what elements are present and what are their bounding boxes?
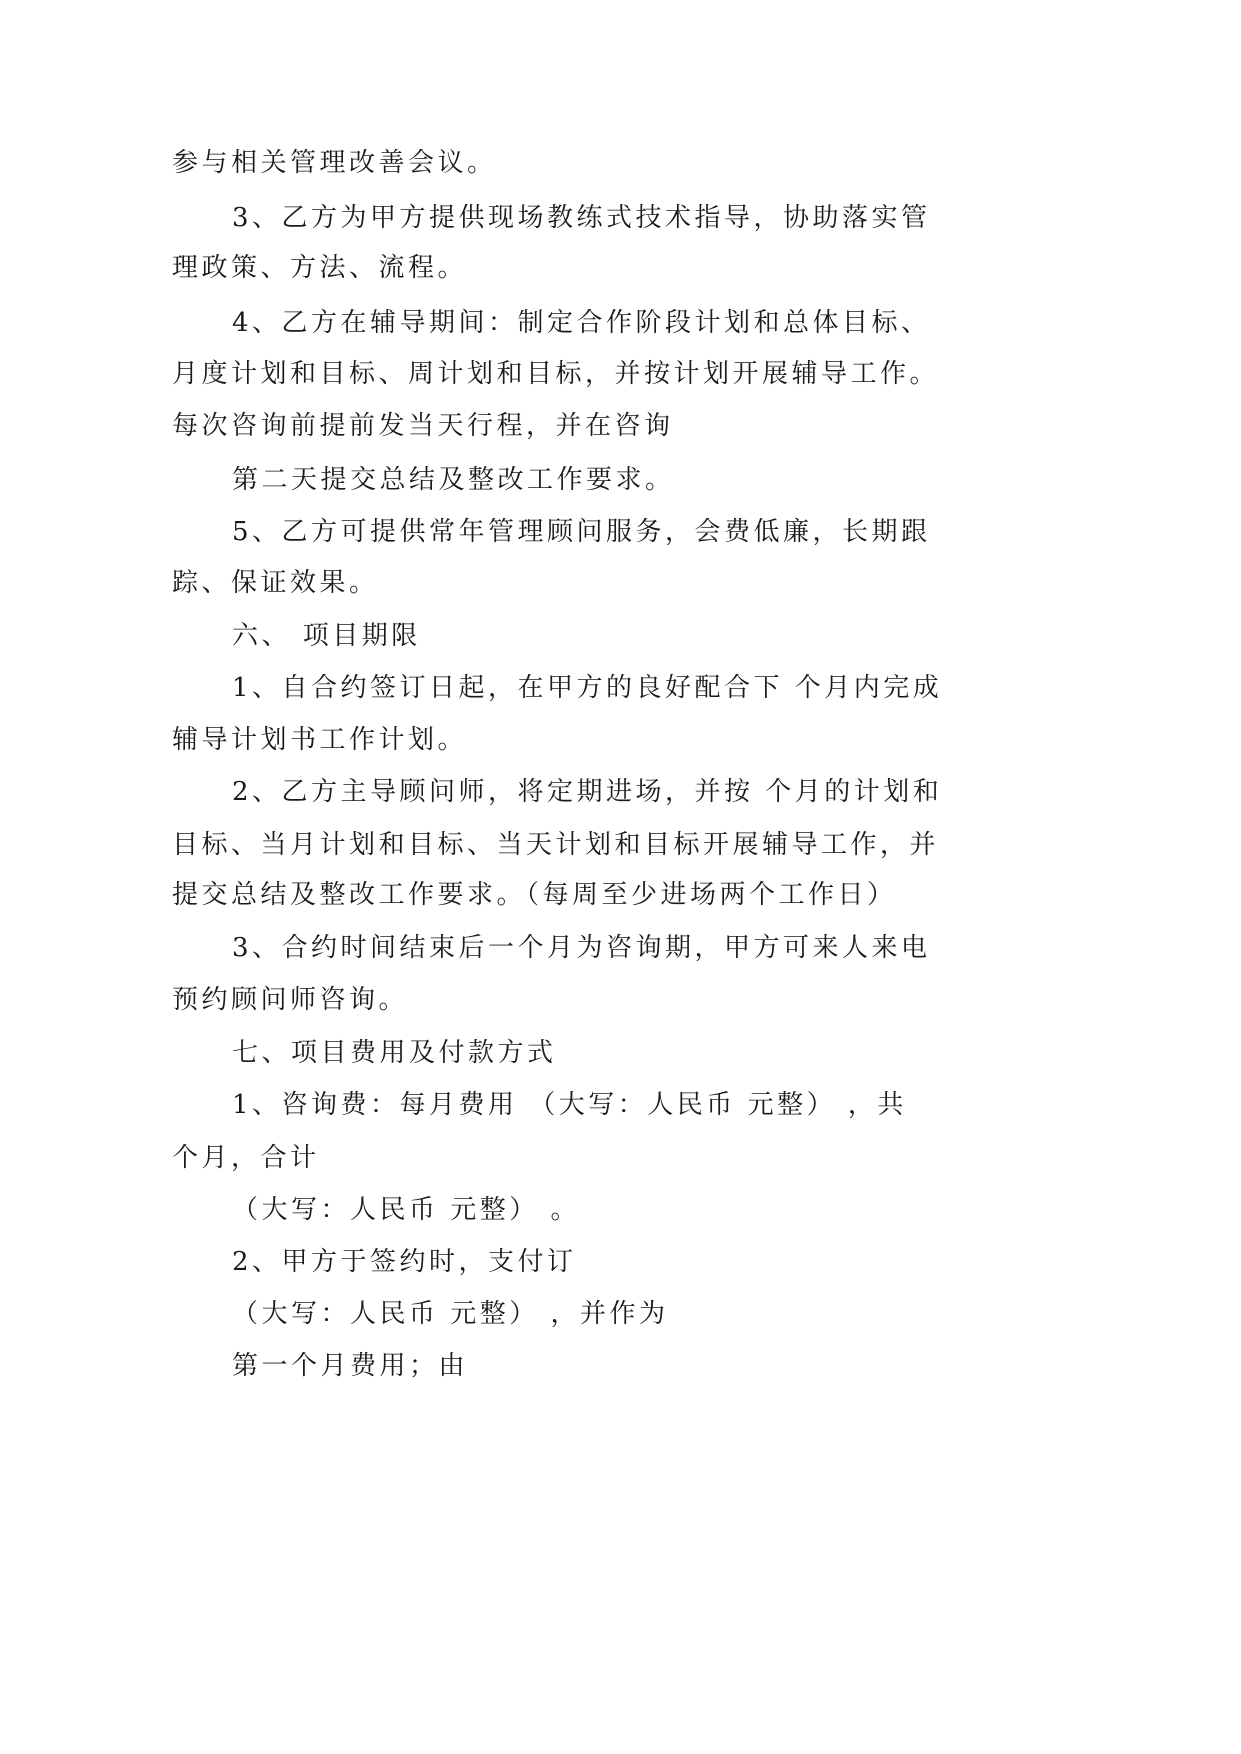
text-line: 参与相关管理改善会议。 [172, 148, 497, 178]
text-line: 辅导计划书工作计划。 [172, 725, 468, 755]
text-line: 1、自合约签订日起，在甲方的良好配合下 个月内完成 [232, 673, 943, 703]
text-line: 个月，合计 [172, 1143, 320, 1173]
text-line: 提交总结及整改工作要求。（每周至少进场两个工作日） [172, 880, 897, 910]
text-line: 2、乙方主导顾问师，将定期进场，并按 个月的计划和 [232, 777, 943, 807]
section-heading: 七、项目费用及付款方式 [232, 1038, 557, 1068]
text-line: 预约顾问师咨询。 [172, 985, 409, 1015]
section-heading: 六、 项目期限 [232, 621, 421, 651]
text-line: 第二天提交总结及整改工作要求。 [232, 465, 675, 495]
text-line: 2、甲方于签约时，支付订 [232, 1247, 577, 1277]
text-line: （大写：人民币 元整） 。 [232, 1195, 581, 1225]
text-line: 4、乙方在辅导期间：制定合作阶段计划和总体目标、 [232, 308, 931, 338]
text-line: （大写：人民币 元整） ，并作为 [232, 1299, 669, 1329]
text-line: 理政策、方法、流程。 [172, 253, 468, 283]
text-line: 第一个月费用；由 [232, 1351, 469, 1381]
text-line: 月度计划和目标、周计划和目标，并按计划开展辅导工作。 [172, 359, 940, 389]
text-line: 3、合约时间结束后一个月为咨询期，甲方可来人来电 [232, 933, 931, 963]
text-line: 目标、当月计划和目标、当天计划和目标开展辅导工作，并 [172, 830, 940, 860]
text-line: 踪、保证效果。 [172, 568, 379, 598]
text-line: 3、乙方为甲方提供现场教练式技术指导，协助落实管 [232, 203, 931, 233]
text-line: 每次咨询前提前发当天行程，并在咨询 [172, 411, 674, 441]
text-line: 1、咨询费：每月费用 （大写：人民币 元整） ，共 [232, 1090, 907, 1120]
text-line: 5、乙方可提供常年管理顾问服务，会费低廉，长期跟 [232, 517, 931, 547]
